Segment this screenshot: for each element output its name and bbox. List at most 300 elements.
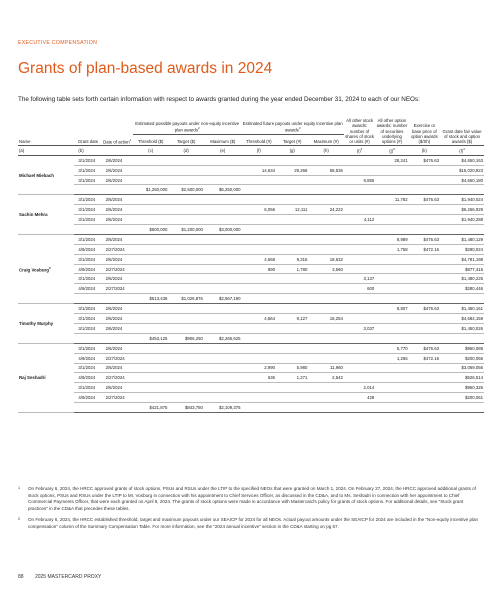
document-title: 2025 MASTERCARD PROXY [34,574,102,580]
intro-text: The following table sets forth certain information with respect to awards granted during the year ended December 31, 2024 to each of our NEOs: [18,96,420,103]
table-cell [308,274,344,284]
table-cell [102,333,133,343]
table-cell [409,225,440,235]
table-cell: 3/1/2024 [74,205,101,215]
table-cell [409,393,440,403]
table-cell: $626,514 [440,373,484,383]
col-exercise-price-header: Exercise or base price of option awards ($/Sh) [410,123,438,145]
col-grant-date-header: Grant date [77,139,99,145]
table-cell [344,165,375,175]
table-cell [242,323,276,333]
table-cell [276,353,308,363]
table-cell: 2/6/2024 [102,363,133,373]
table-cell [308,343,344,353]
table-cell [242,284,276,294]
table-cell [409,323,440,333]
executive-name: Craig Vosburg$^5$ [18,234,74,303]
table-cell [375,393,408,403]
table-cell: $476.63 [409,343,440,353]
table-cell: 3/1/2024 [74,314,101,324]
table-cell [440,225,484,235]
table-cell [204,383,242,393]
table-cell [308,244,344,254]
table-cell [375,314,408,324]
table-cell [168,363,204,373]
table-cell: 2/6/2024 [102,205,133,215]
table-cell [168,314,204,324]
table-cell: $600,000 [133,225,169,235]
table-row [18,234,484,244]
table-cell: 12,111 [276,205,308,215]
table-cell: $476.63 [409,195,440,205]
table-cell [276,403,308,413]
table-cell [344,234,375,244]
table-cell [375,175,408,185]
table-cell [168,383,204,393]
table-cell [375,294,408,304]
table-cell: 58,536 [308,165,344,175]
table-cell [204,274,242,284]
table-cell [375,333,408,343]
executive-name: Sachin Mehra [18,195,74,235]
table-cell [133,274,169,284]
table-cell [409,254,440,264]
table-cell: 3/1/2024 [74,343,101,353]
table-cell [102,403,133,413]
group-equity-header: Estimated future payouts under equity incentive plan awards$^3$ [242,118,344,135]
table-cell [344,294,375,304]
table-cell [242,244,276,254]
col-threshold-num-header: Threshold (#) [246,139,272,145]
col-grant-date-fv-header: Grant date fair value of stock and option awards ($) [442,128,482,145]
table-cell [74,403,101,413]
table-cell [440,185,484,195]
table-cell [344,373,375,383]
table-cell [204,363,242,373]
table-cell: 4,658 [242,254,276,264]
table-row [18,165,484,175]
table-cell [242,393,276,403]
table-cell [133,254,169,264]
table-cell [375,363,408,373]
table-row [18,323,484,333]
table-row [18,383,484,393]
table-cell [308,185,344,195]
table-cell: 1,780 [276,264,308,274]
table-cell [242,343,276,353]
table-cell: $1,940,288 [440,215,484,225]
table-cell: $476.63 [409,304,440,314]
table-cell: 890 [242,264,276,274]
group-non-equity-header: Estimated possible payouts under non-equity incentive plan awards$^2$ [133,118,242,135]
table-cell [204,155,242,165]
table-cell [74,225,101,235]
table-cell [375,185,408,195]
page-number: 88 [18,574,24,580]
table-cell [344,195,375,205]
table-cell: 1,256 [375,353,408,363]
table-cell: 2/27/2024 [102,244,133,254]
table-cell [276,323,308,333]
table-cell [276,393,308,403]
table-cell [308,234,344,244]
page-footer [18,574,111,580]
table-cell [344,363,375,373]
table-cell [276,185,308,195]
table-cell [409,383,440,393]
table-cell [168,284,204,294]
table-cell: 3/1/2024 [74,175,101,185]
table-cell [74,333,101,343]
table-cell [133,383,169,393]
table-row [18,353,484,363]
table-row-annual-incentive [18,403,484,413]
footnote-1 [18,486,484,512]
table-row [18,175,484,185]
table-row-annual-incentive [18,225,484,235]
table-cell: 2/6/2024 [102,314,133,324]
table-cell [168,323,204,333]
table-cell [308,393,344,403]
table-cell [276,284,308,294]
table-cell: 3/1/2024 [74,155,101,165]
table-cell [276,274,308,284]
table-cell [375,165,408,175]
table-cell [242,403,276,413]
table-cell: 9,316 [276,254,308,264]
table-cell: $200,051 [440,393,484,403]
table-cell [440,403,484,413]
table-cell: 3,560 [308,264,344,274]
table-cell [242,353,276,363]
table-cell [409,314,440,324]
table-cell: 2/6/2024 [102,234,133,244]
table-cell [133,155,169,165]
table-cell [308,353,344,363]
table-cell: $2,500,000 [168,185,204,195]
table-cell: 4/9/2024 [74,284,101,294]
table-cell [168,373,204,383]
table-cell: 2/6/2024 [102,274,133,284]
table-cell: 2,990 [242,363,276,373]
letter-l: $(l)^4$ [440,145,484,155]
table-cell: $472.16 [409,353,440,363]
section-label: EXECUTIVE COMPENSATION [18,40,98,46]
table-cell [242,234,276,244]
table-row [18,155,484,165]
table-cell: $453,125 [133,333,169,343]
table-cell: 1,758 [375,244,408,254]
letter-i: $(i)^3$ [344,145,375,155]
footnotes [18,486,484,535]
table-cell [242,195,276,205]
grants-table-body [18,155,484,412]
table-cell [168,304,204,314]
table-cell [440,333,484,343]
table-cell [102,294,133,304]
table-cell [168,165,204,175]
table-cell: 11,960 [308,363,344,373]
table-cell [308,225,344,235]
table-cell: $513,438 [133,294,169,304]
col-date-of-action-header: Date of action$^1$ [103,138,132,145]
table-cell [344,205,375,215]
table-cell [276,383,308,393]
table-cell [308,333,344,343]
table-cell: $3,000,000 [204,225,242,235]
executive-name: Timothy Murphy [18,304,74,344]
table-cell: $200,056 [440,353,484,363]
table-cell [409,165,440,175]
table-cell [204,284,242,294]
table-cell: 6,056 [242,205,276,215]
table-cell: $950,088 [440,343,484,353]
table-cell [242,304,276,314]
table-cell: 4/9/2024 [74,264,101,274]
table-cell: $280,446 [440,284,484,294]
table-cell [168,353,204,363]
table-cell: $1,450,161 [440,304,484,314]
col-all-other-option-header: All other option awards: number of securities underlying options (#) [376,118,408,145]
table-cell [133,195,169,205]
table-cell [409,333,440,343]
table-cell [133,343,169,353]
table-cell [204,175,242,185]
table-cell [242,383,276,393]
table-cell: 8,989 [375,234,408,244]
table-cell: 2/27/2024 [102,264,133,274]
table-cell: 2/6/2024 [102,323,133,333]
table-cell [276,343,308,353]
table-cell [168,195,204,205]
table-cell [242,215,276,225]
col-maximum-usd-header: Maximum ($) [210,139,236,145]
col-target-usd-header: Target ($) [176,139,196,145]
table-row [18,314,484,324]
table-cell [308,195,344,205]
table-row [18,274,484,284]
table-row [18,264,484,274]
letter-f: (f) [242,145,276,155]
table-cell [168,264,204,274]
table-cell [133,165,169,175]
footnote-number: 1 [18,486,21,490]
table-cell [308,294,344,304]
table-cell: $476.63 [409,155,440,165]
table-cell: 2,542 [308,373,344,383]
table-row [18,205,484,215]
table-cell [133,304,169,314]
col-all-other-stock-header: All other stock awards: number of shares of stock or units (#) [345,118,375,145]
table-cell [204,343,242,353]
table-cell [204,323,242,333]
table-cell [133,353,169,363]
footnote-text: On February 6, 2024, the HRCC approved grants of stock options, PSUs and RSUs under the LTIP to the specified NEOs that were granted on March 1, 2024. On February 27, 2024, the HRCC approved additional grants of stock options, PSUs and RSUs under the LTIP to Mr. Vosburg in connection with his appointment to Chief Services Officer, as discussed in the CD&A, and to Ms. Seshadri in connection with her appointment to Chief Commercial Payments Officer, that were each granted on April 9, 2024. The grants of stock options were made in accordance with Mastercard's policy for grants of stock options. For additional details, see "Stock grant practices" in the CD&A that precedes these tables. [28,486,476,511]
table-cell [276,304,308,314]
table-cell [276,244,308,254]
table-cell: 3/1/2024 [74,323,101,333]
table-cell [344,403,375,413]
table-cell [344,225,375,235]
table-cell: $1,026,876 [168,294,204,304]
table-cell [409,363,440,373]
table-cell [344,254,375,264]
table-cell: 3/1/2024 [74,254,101,264]
table-cell [204,195,242,205]
table-cell [168,234,204,244]
table-cell [409,205,440,215]
table-cell [133,264,169,274]
table-cell [168,254,204,264]
table-cell [375,323,408,333]
table-cell: 2/27/2024 [102,353,133,363]
table-cell [133,363,169,373]
table-cell: 18,254 [308,314,344,324]
table-cell [276,333,308,343]
table-cell [375,383,408,393]
letter-b: (b) [74,145,101,155]
table-cell [242,333,276,343]
table-cell [276,294,308,304]
table-cell: 4/9/2024 [74,393,101,403]
table-cell: $472.16 [409,244,440,254]
table-cell: $4,650,180 [440,175,484,185]
letter-h: (h) [308,145,344,155]
table-cell [168,205,204,215]
table-cell [133,373,169,383]
table-cell [204,205,242,215]
table-cell [375,403,408,413]
table-cell [168,155,204,165]
table-cell [204,234,242,244]
table-cell [276,215,308,225]
table-cell [344,314,375,324]
table-cell: 4/9/2024 [74,244,101,254]
footnote-text: On February 6, 2024, the HRCC established threshold, target and maximum payouts under our SEAICP for 2024 for all NEOs. Actual payout amounts under the SEAICP for 2024 are included in the "Non-equity incentive plan compensation" column of the Summary Compensation Table. For more information, see the "2024 annual incentive" section in the CD&A starting on pg 67. [28,517,479,529]
table-cell [276,155,308,165]
table-cell: 2/6/2024 [102,343,133,353]
table-cell: 29,268 [276,165,308,175]
table-cell [168,274,204,284]
table-cell [133,215,169,225]
table-cell: 9,127 [276,314,308,324]
table-cell: 2/6/2024 [102,254,133,264]
table-cell [276,175,308,185]
col-target-num-header: Target (#) [283,139,302,145]
table-cell: $280,024 [440,244,484,254]
table-cell: 24,222 [308,205,344,215]
table-cell [409,175,440,185]
table-cell [344,244,375,254]
table-cell [204,353,242,363]
table-row [18,195,484,205]
table-cell: $906,250 [168,333,204,343]
table-cell: 3/1/2024 [74,195,101,205]
table-cell [344,343,375,353]
table-cell: 4/9/2024 [74,373,101,383]
table-row [18,343,484,353]
table-cell [409,274,440,284]
table-cell [276,234,308,244]
table-cell: $4,684,159 [440,314,484,324]
table-cell [344,155,375,165]
table-cell: 2/6/2024 [102,383,133,393]
table-cell [409,264,440,274]
table-cell: $421,875 [133,403,169,413]
table-cell: 3/1/2024 [74,363,101,373]
table-cell [375,264,408,274]
table-row-annual-incentive [18,294,484,304]
letter-g: (g) [276,145,308,155]
table-cell: 3/1/2024 [74,383,101,393]
table-cell [409,403,440,413]
table-cell: 5,980 [276,363,308,373]
table-cell: 3/1/2024 [74,274,101,284]
table-cell: 600 [344,284,375,294]
table-cell: $3,069,056 [440,363,484,373]
letter-a: (a) [18,145,74,155]
executive-name: Raj Seshadri [18,343,74,412]
letter-e: (e) [204,145,242,155]
table-cell: 3,137 [344,274,375,284]
table-cell [133,244,169,254]
table-cell: 2/27/2024 [102,284,133,294]
table-cell: $1,940,024 [440,195,484,205]
table-cell [133,393,169,403]
table-cell: $15,020,923 [440,165,484,175]
table-row [18,215,484,225]
table-cell: 4,112 [344,215,375,225]
table-cell: 5,770 [375,343,408,353]
table-cell [409,294,440,304]
table-cell: 2/6/2024 [102,165,133,175]
table-cell: 3/1/2024 [74,215,101,225]
table-cell [409,373,440,383]
table-cell [204,314,242,324]
table-row [18,244,484,254]
table-cell: 4/9/2024 [74,353,101,363]
table-cell [308,304,344,314]
column-letters-row [18,145,484,155]
letter-blank [102,145,133,155]
table-cell [409,215,440,225]
table-cell [168,215,204,225]
letter-d: (d) [168,145,204,155]
table-cell [242,274,276,284]
table-cell [168,343,204,353]
table-row [18,363,484,373]
table-cell [375,373,408,383]
col-maximum-num-header: Maximum (#) [313,139,339,145]
table-cell [242,225,276,235]
table-cell: 2/6/2024 [102,304,133,314]
table-cell: $1,480,225 [440,274,484,284]
footnote-2 [18,517,484,530]
table-cell: 8,807 [375,304,408,314]
table-row-annual-incentive [18,333,484,343]
table-cell [168,244,204,254]
table-cell [375,225,408,235]
table-cell [308,323,344,333]
executive-name: Michael Miebach [18,155,74,195]
table-cell: $4,781,198 [440,254,484,264]
table-cell [344,333,375,343]
table-cell [133,284,169,294]
table-cell [133,205,169,215]
table-cell: $1,450,026 [440,323,484,333]
table-cell: 3,037 [344,323,375,333]
table-cell [102,185,133,195]
